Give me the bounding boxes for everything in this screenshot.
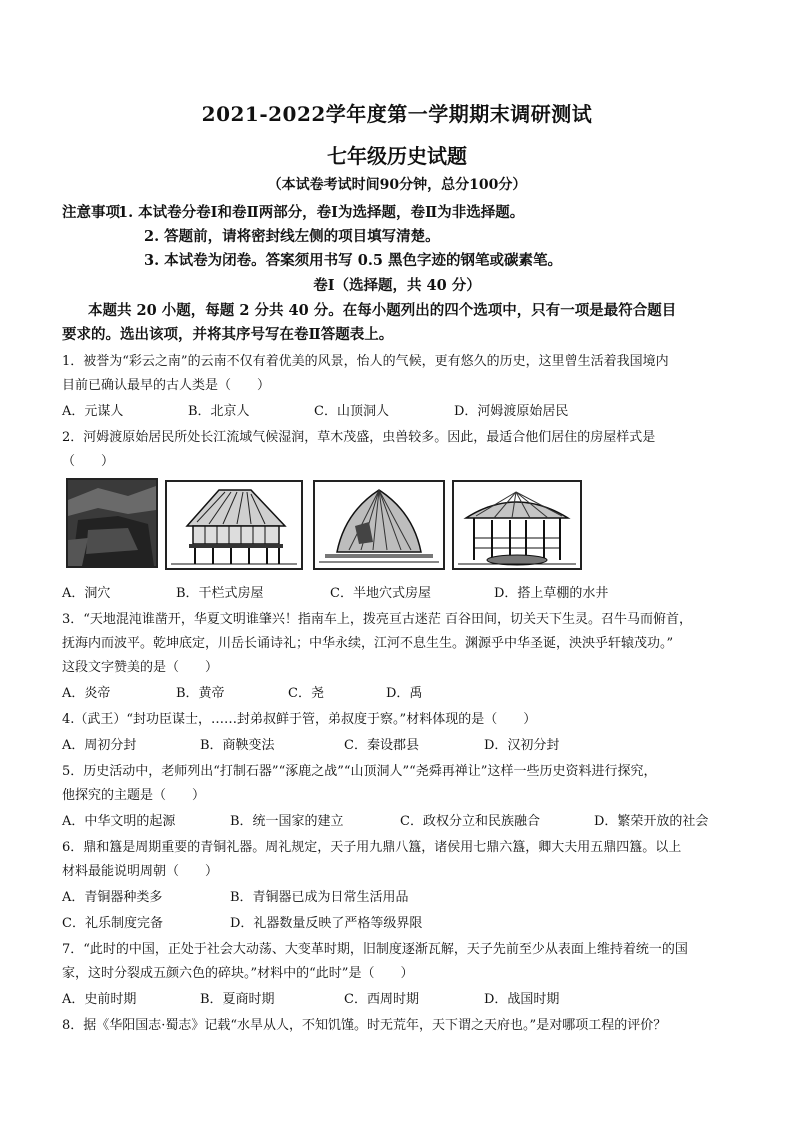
- q7-option-a: A．史前时期: [62, 992, 137, 1007]
- section-intro-line-1: 本题共 20 小题，每题 2 分共 40 分。在每小题列出的四个选项中，只有一项是最符合题目: [88, 302, 677, 319]
- q2-stem-line-1: 2．河姆渡原始居民所处长江流域气候湿润，草木茂盛，虫兽较多。因此，最适合他们居住的房屋样式是: [62, 430, 656, 445]
- q2-stem-line-2: （ ）: [62, 454, 115, 469]
- q3-stem-line-3: 这段文字赞美的是（ ）: [62, 660, 219, 675]
- q3-option-d: D．禹: [386, 686, 423, 701]
- q3-option-b: B．黄帝: [176, 686, 225, 701]
- notice-item-1: 1. 本试卷分卷Ⅰ和卷Ⅱ两部分，卷Ⅰ为选择题，卷Ⅱ为非选择题。: [118, 204, 525, 221]
- q5-option-d: D．繁荣开放的社会: [594, 814, 709, 829]
- q6-option-b: B．青铜器已成为日常生活用品: [230, 890, 409, 905]
- q8-stem-line-1: 8．据《华阳国志·蜀志》记载“水旱从人，不知饥馑。时无荒年，天下谓之天府也。”是对哪项工程的评价？: [62, 1018, 667, 1033]
- q6-option-c: C．礼乐制度完备: [62, 916, 163, 931]
- notice-item-2: 2. 答题前，请将密封线左侧的项目填写清楚。: [144, 228, 440, 245]
- q1-option-b: B．北京人: [188, 404, 250, 419]
- q7-option-c: C．西周时期: [344, 992, 419, 1007]
- q5-stem-line-1: 5．历史活动中，老师列出“打制石器”“涿鹿之战”“山顶洞人”“尧舜再禅让”这样一些历史资料进行探究，: [62, 764, 657, 779]
- q1-option-a: A．元谋人: [62, 404, 124, 419]
- cave-image: [66, 478, 158, 568]
- q6-option-d: D．礼器数量反映了严格等级界限: [230, 916, 423, 931]
- semi-pit-house-icon: [315, 482, 443, 568]
- q7-option-d: D．战国时期: [484, 992, 560, 1007]
- q4-option-b: B．商鞅变法: [200, 738, 275, 753]
- time-note: （本试卷考试时间90分钟，总分100分）: [267, 177, 527, 193]
- q1-option-d: D．河姆渡原始居民: [454, 404, 569, 419]
- q6-stem-line-2: 材料最能说明周朝（ ）: [62, 864, 219, 879]
- q5-stem-line-2: 他探究的主题是（ ）: [62, 788, 206, 803]
- q5-option-c: C．政权分立和民族融合: [400, 814, 540, 829]
- q4-stem-line-1: 4.（武王）“封功臣谋士，……封弟叔鲜于管，弟叔度于察。”材料体现的是（ ）: [62, 712, 537, 727]
- stilt-house-image: [165, 480, 303, 570]
- q5-option-a: A．中华文明的起源: [62, 814, 176, 829]
- q7-stem-line-1: 7．“此时的中国，正处于社会大动荡、大变革时期，旧制度逐渐瓦解，天子先前至少从表面上维持着统一的国: [62, 942, 688, 957]
- section-intro-line-2: 要求的。选出该项，并将其序号写在卷Ⅱ答题表上。: [62, 326, 394, 343]
- q2-option-a: A．洞穴: [62, 586, 111, 601]
- q2-option-d: D．搭上草棚的水井: [494, 586, 609, 601]
- q1-stem-line-1: 1．被誉为“彩云之南”的云南不仅有着优美的风景，怡人的气候，更有悠久的历史，这里曾生活着我国境内: [62, 354, 669, 369]
- q6-stem-line-1: 6．鼎和簋是周期重要的青铜礼器。周礼规定，天子用九鼎八簋，诸侯用七鼎六簋，卿大夫用五鼎四簋。以上: [62, 840, 682, 855]
- section-title: 卷Ⅰ（选择题，共 40 分）: [313, 277, 481, 294]
- q4-option-d: D．汉初分封: [484, 738, 560, 753]
- q3-stem-line-2: 抚海内而波平。乾坤底定，川岳长诵诗礼；中华永续，江河不息生生。渊源乎中华圣诞，泱泱乎轩辕茂功。”: [62, 636, 674, 651]
- q4-option-a: A．周初分封: [62, 738, 137, 753]
- notice-label: 注意事项：: [62, 204, 135, 221]
- exam-title: 2021-2022学年度第一学期期末调研测试: [201, 102, 593, 126]
- q6-option-a: A．青铜器种类多: [62, 890, 163, 905]
- q7-stem-line-2: 家，这时分裂成五颜六色的碎块。”材料中的“此时”是（ ）: [62, 966, 414, 981]
- q1-stem-line-2: 目前已确认最早的古人类是（ ）: [62, 378, 271, 393]
- q4-option-c: C．秦设郡县: [344, 738, 419, 753]
- notice-item-3: 3. 本试卷为闭卷。答案须用书写 0.5 黑色字迹的钢笔或碳素笔。: [144, 252, 563, 269]
- semi-pit-house-image: [313, 480, 445, 570]
- q3-option-c: C．尧: [288, 686, 324, 701]
- q3-stem-line-1: 3．“天地混沌谁凿开，华夏文明谁肇兴！指南车上，拨亮亘古迷茫 百谷田间，切关天下生灵。召牛马而俯首，: [62, 612, 693, 627]
- q3-option-a: A．炎帝: [62, 686, 111, 701]
- q1-option-c: C．山顶洞人: [314, 404, 389, 419]
- cave-photo-icon: [68, 480, 156, 566]
- thatched-shed-image: [452, 480, 582, 570]
- q7-option-b: B．夏商时期: [200, 992, 275, 1007]
- q2-option-c: C．半地穴式房屋: [330, 586, 431, 601]
- q5-option-b: B．统一国家的建立: [230, 814, 344, 829]
- exam-subject: 七年级历史试题: [327, 144, 467, 168]
- thatched-shed-icon: [454, 482, 580, 568]
- q2-option-b: B．干栏式房屋: [176, 586, 264, 601]
- stilt-house-icon: [167, 482, 301, 568]
